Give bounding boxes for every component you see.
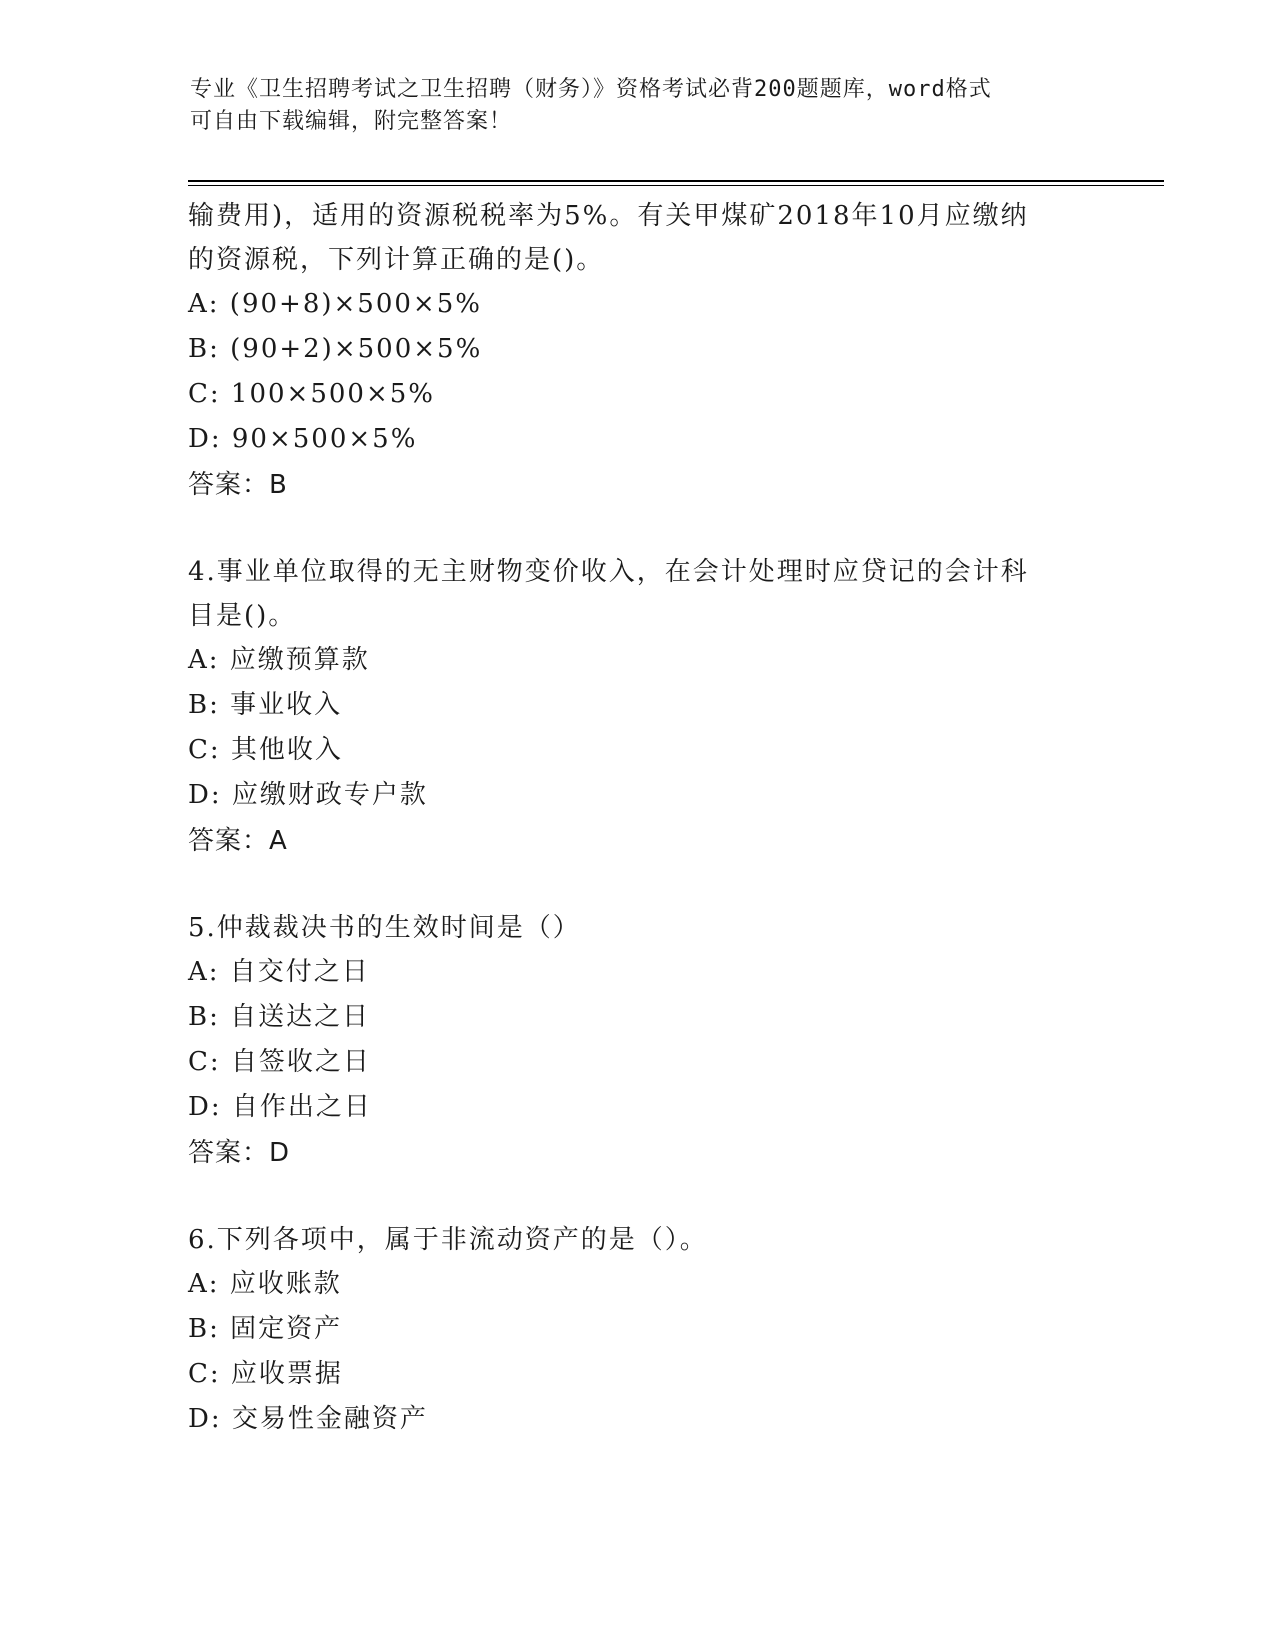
- option-d: D: 交易性金融资产: [188, 1404, 428, 1434]
- answer-label: 答案：B: [188, 470, 288, 500]
- spacer: [188, 508, 1088, 550]
- option-c: C: 自签收之日: [188, 1047, 371, 1077]
- question-text-line: 目是()。: [188, 601, 297, 631]
- answer-label: 答案：D: [188, 1138, 291, 1168]
- option-c: C: 应收票据: [188, 1359, 343, 1389]
- question-4: [188, 550, 1088, 864]
- option-b: B: 自送达之日: [188, 1002, 371, 1032]
- question-6: [188, 1218, 1088, 1442]
- question-text-line: 5.仲裁裁决书的生效时间是（）: [188, 913, 581, 943]
- answer-label: 答案：A: [188, 826, 288, 856]
- question-3: [188, 194, 1088, 508]
- option-d: D: 90×500×5%: [188, 424, 418, 454]
- question-text-line: 4.事业单位取得的无主财物变价收入，在会计处理时应贷记的会计科: [188, 557, 1029, 587]
- header-divider-thin: [188, 185, 1164, 186]
- question-list: [188, 194, 1088, 1442]
- option-d: D: 自作出之日: [188, 1092, 372, 1122]
- document-header: [190, 74, 1070, 138]
- spacer: [188, 1176, 1088, 1218]
- option-c: C: 100×500×5%: [188, 379, 435, 409]
- header-divider-thick: [188, 180, 1164, 182]
- option-b: B: 事业收入: [188, 690, 343, 720]
- option-b: B: (90+2)×500×5%: [188, 334, 483, 364]
- question-text-line: 输费用)，适用的资源税税率为5%。有关甲煤矿2018年10月应缴纳: [188, 201, 1029, 231]
- option-c: C: 其他收入: [188, 735, 343, 765]
- question-5: [188, 906, 1088, 1176]
- option-a: A: (90+8)×500×5%: [188, 289, 482, 319]
- question-text-line: 6.下列各项中，属于非流动资产的是（）。: [188, 1225, 708, 1255]
- question-text-line: 的资源税，下列计算正确的是()。: [188, 245, 605, 275]
- header-title-line-2: 可自由下载编辑，附完整答案！: [190, 109, 513, 134]
- header-title-line-1: 专业《卫生招聘考试之卫生招聘（财务）》资格考试必背200题题库，word格式: [190, 77, 992, 102]
- option-a: A: 应缴预算款: [188, 645, 370, 675]
- option-d: D: 应缴财政专户款: [188, 780, 428, 810]
- option-a: A: 自交付之日: [188, 957, 370, 987]
- option-a: A: 应收账款: [188, 1269, 342, 1299]
- option-b: B: 固定资产: [188, 1314, 343, 1344]
- spacer: [188, 864, 1088, 906]
